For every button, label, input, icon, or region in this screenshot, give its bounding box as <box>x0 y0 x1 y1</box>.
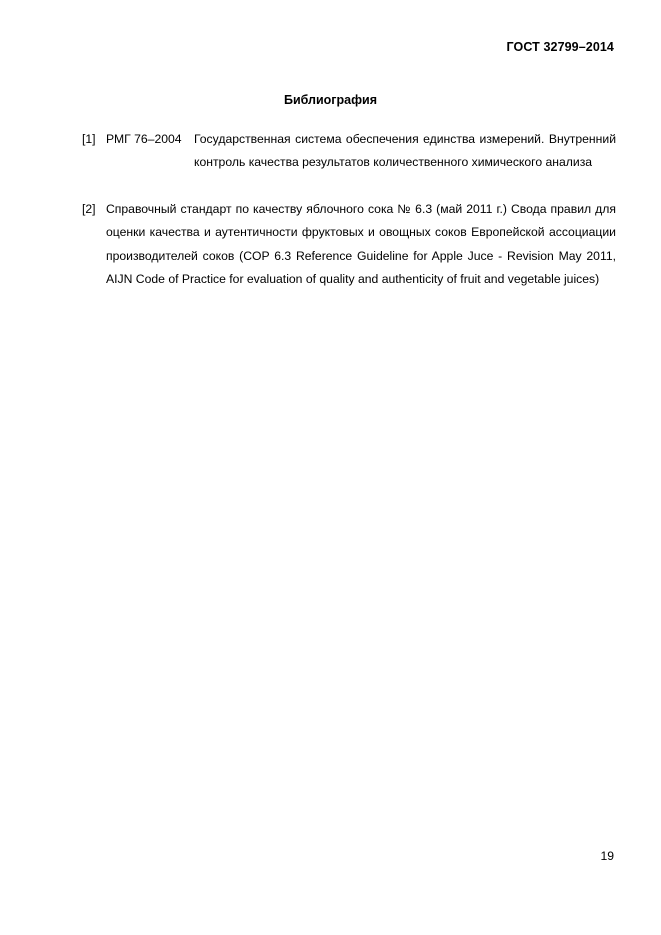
page-title: Библиография <box>283 93 378 107</box>
bibliography-entry-number: [2] <box>82 202 96 216</box>
bibliography-entry-text: Государственная система обеспечения единства измерений. Внутренний контроль качества результатов количественного химического анализа <box>194 132 616 170</box>
bibliography-entry-code: РМГ 76–2004 <box>106 132 182 146</box>
page-number: 19 <box>600 849 614 863</box>
document-header-standard-id: ГОСТ 32799–2014 <box>506 40 614 54</box>
bibliography-entry-1 <box>82 128 616 175</box>
bibliography-entry-text: Справочный стандарт по качеству яблочного сока № 6.3 (май 2011 г.) Свода правил для оценки качества и аутентичности фруктовых и овощных соков Европейской ассоциации производителей соков (COP 6.3 Reference Guideline for Apple Juce - Revision May 2011, AIJN Code of Practice for evaluation of quality and authenticity of fruit and vegetable juices) <box>106 202 616 286</box>
bibliography-entry-2 <box>82 198 616 291</box>
bibliography-entry-number: [1] <box>82 132 96 146</box>
